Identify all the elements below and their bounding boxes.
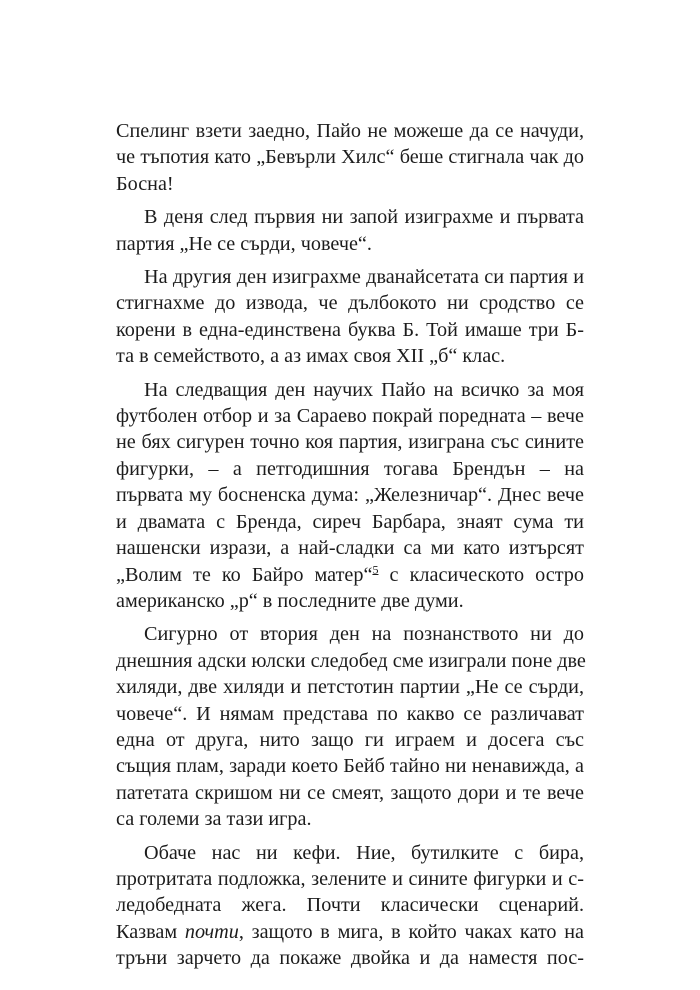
text-line: [116, 317, 584, 343]
text-line: [116, 588, 584, 614]
text-line: [116, 290, 584, 316]
text-line: [116, 919, 584, 945]
text-run: В деня след първия ни запой изиграхме и първата: [144, 206, 584, 229]
text-line: [116, 674, 584, 700]
paragraph: [116, 840, 584, 972]
text-line: [116, 701, 584, 727]
text-line: [116, 482, 584, 508]
text-run: „Волим те ко Байро матер“: [116, 563, 373, 586]
text-run: Обаче нас ни кефи. Ние, бутилките с бира,: [144, 841, 584, 864]
text-line: [116, 118, 584, 144]
text-run: Босна!: [116, 172, 174, 195]
text-run: с класическото остро: [378, 563, 584, 586]
text-run: та в семейството, а аз имах своя XII „б“ клас.: [116, 345, 506, 368]
paragraph: [116, 118, 584, 197]
text-run: фигурки, – а петгодишния тогава Брендън – на: [116, 457, 584, 480]
text-run: първата му босненска дума: „Железничар“. Днес вече: [116, 484, 584, 507]
text-run: човече“. И нямам представа по какво се различават: [116, 702, 584, 725]
text-line: [116, 403, 584, 429]
text-run: На следващия ден научих Пайо на всичко за моя: [144, 378, 584, 401]
text-run: стигнахме до извода, че дълбокото ни сродство се: [116, 292, 584, 315]
text-line: [116, 171, 584, 197]
text-run: На другия ден изиграхме дванайсетата си партия и: [144, 266, 584, 289]
text-run: футболен отбор и за Сараево покрай поредната – вече: [116, 405, 584, 428]
text-line: [116, 648, 584, 674]
footnote-ref[interactable]: 5: [372, 561, 379, 576]
text-line: [116, 264, 584, 290]
text-run: Спелинг взети заедно, Пайо не можеше да се начуди,: [116, 120, 584, 142]
text-line: [116, 456, 584, 482]
text-line: [116, 204, 584, 230]
text-line: [116, 840, 584, 866]
text-run: патетата скришом ни се смеят, защото дори и те вече: [116, 781, 584, 804]
text-run: Сигурно от втория ден на познанството ни до: [144, 623, 584, 646]
text-line: [116, 535, 584, 561]
text-line: [116, 753, 584, 779]
text-line: [116, 377, 584, 403]
text-run: протритата подложка, зелените и сините фигурки и с-: [116, 867, 584, 890]
text-line: [116, 806, 584, 832]
text-line: [116, 562, 584, 588]
paragraph: [116, 377, 584, 615]
emphasis-text: почти: [184, 920, 239, 943]
text-line: [116, 727, 584, 753]
text-run: нашенски изрази, а най-сладки са ми като изтърсят: [116, 537, 584, 560]
text-run: тръни зарчето да покаже двойка и да наместя пос-: [116, 947, 584, 970]
text-line: [116, 866, 584, 892]
text-line: [116, 780, 584, 806]
text-run: американско „р“ в последните две думи.: [116, 589, 464, 612]
paragraph: [116, 621, 584, 832]
text-line: [116, 343, 584, 369]
paragraph: [116, 264, 584, 370]
text-run: корени в една-единствена буква Б. Той имаше три Б-: [116, 318, 584, 341]
text-run: една от друга, нито защо ги играем и досега със: [116, 728, 584, 751]
text-line: [116, 144, 584, 170]
text-line: [116, 945, 584, 971]
document-page: [116, 118, 584, 979]
text-run: днешния адски юлски следобед сме изиграли поне две: [116, 649, 586, 672]
text-line: [116, 892, 584, 918]
text-line: [116, 509, 584, 535]
text-run: , защото в мига, в който чаках като на: [238, 920, 584, 943]
text-run: и двамата с Бренда, сиреч Барбара, знаят сума ти: [116, 510, 584, 533]
text-run: Казвам: [116, 920, 185, 943]
text-run: партия „Не се сърди, човече“.: [116, 232, 372, 255]
text-run: не бях сигурен точно коя партия, изиграна със сините: [116, 431, 584, 454]
text-run: хиляди, две хиляди и петстотин партии „Не се сърди,: [116, 676, 584, 699]
text-line: [116, 429, 584, 455]
text-run: че тъпотия като „Бевърли Хилс“ беше стигнала чак до: [116, 146, 584, 169]
text-line: [116, 231, 584, 257]
text-run: същия плам, заради което Бейб тайно ни ненавижда, а: [116, 755, 584, 778]
text-run: ледобедната жега. Почти класически сценарий.: [116, 894, 584, 917]
text-line: [116, 621, 584, 647]
text-run: са големи за тази игра.: [116, 808, 312, 831]
paragraph: [116, 204, 584, 257]
